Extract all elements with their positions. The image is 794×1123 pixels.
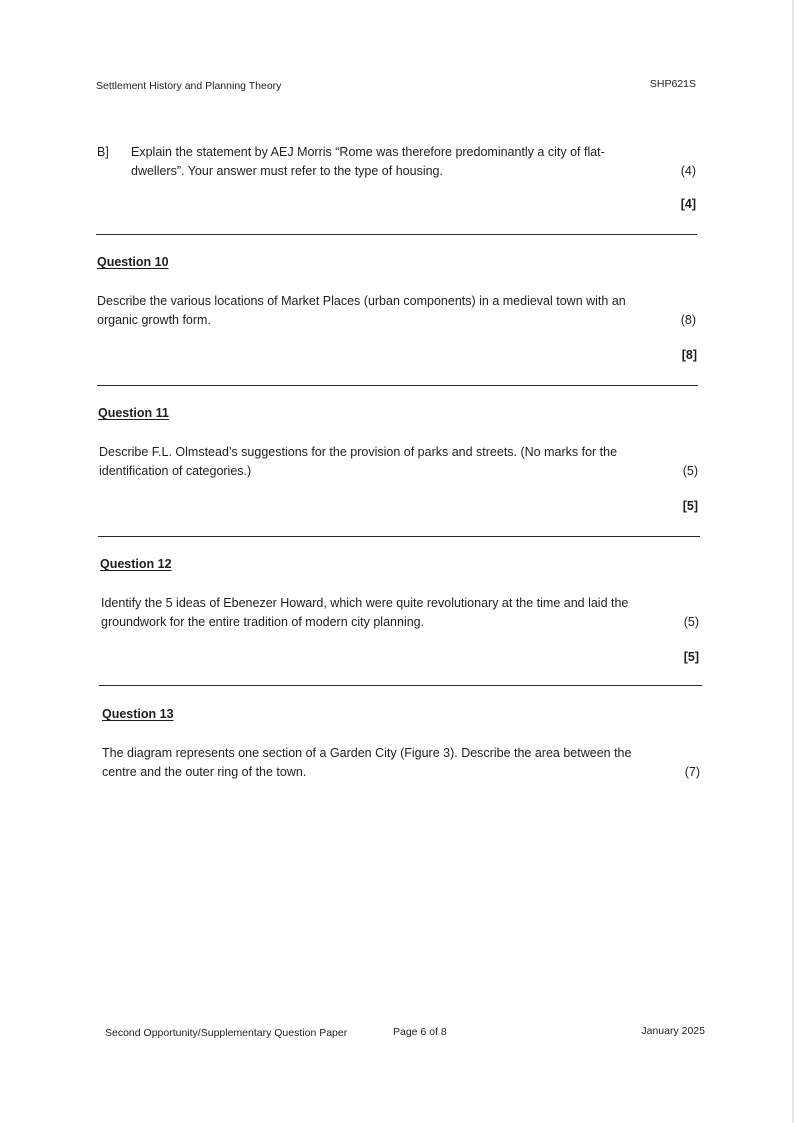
divider-3	[98, 536, 700, 537]
part-b-marks: (4)	[680, 164, 696, 178]
question-10-line-2-row	[97, 311, 696, 330]
question-10-line-1: Describe the various locations of Market Places (urban components) in a medieval town with an	[97, 294, 626, 308]
footer-page-number: Page 6 of 8	[393, 1026, 447, 1038]
question-13-heading: Question 13	[102, 707, 174, 721]
question-13-line-2: centre and the outer ring of the town.	[102, 765, 307, 779]
divider-1	[96, 234, 697, 235]
divider-2	[97, 385, 698, 386]
question-11-line-1: Describe F.L. Olmstead’s suggestions for the provision of parks and streets. (No marks for the	[99, 445, 618, 459]
question-10-marks: (8)	[680, 313, 696, 327]
question-13-text	[102, 744, 700, 782]
footer-paper-type: Second Opportunity/Supplementary Question Paper	[105, 1027, 348, 1039]
question-10-text	[97, 292, 696, 330]
question-12-total: [5]	[683, 650, 699, 664]
question-10-heading: Question 10	[97, 255, 169, 269]
question-10-line-2: organic growth form.	[97, 313, 211, 327]
question-10-total: [8]	[681, 348, 697, 362]
course-title: Settlement History and Planning Theory	[96, 80, 282, 92]
question-12-marks: (5)	[683, 615, 699, 629]
question-11-heading: Question 11	[98, 406, 169, 420]
part-b-line-2-row	[131, 162, 696, 181]
course-code: SHP621S	[649, 78, 696, 90]
question-12-line-2: groundwork for the entire tradition of modern city planning.	[101, 615, 425, 629]
question-13-line-2-row	[102, 763, 700, 782]
question-11-total: [5]	[682, 499, 698, 513]
question-12-text	[101, 594, 699, 632]
question-12-line-1: Identify the 5 ideas of Ebenezer Howard, which were quite revolutionary at the time and laid the	[101, 596, 629, 610]
part-b-line-1: Explain the statement by AEJ Morris “Rome was therefore predominantly a city of flat-	[131, 145, 605, 159]
question-13-line-1: The diagram represents one section of a Garden City (Figure 3). Describe the area between the	[102, 746, 632, 760]
question-11-line-2-row	[99, 462, 698, 481]
footer-date: January 2025	[641, 1025, 705, 1037]
question-12-line-2-row	[101, 613, 699, 632]
question-11-text	[99, 443, 698, 481]
part-b-text	[131, 143, 696, 181]
question-11-line-2: identification of categories.)	[99, 464, 252, 478]
question-11-marks: (5)	[682, 464, 698, 478]
divider-4	[99, 685, 702, 686]
part-b-label: B]	[97, 145, 109, 159]
question-13-marks: (7)	[684, 765, 700, 779]
question-12-heading: Question 12	[100, 557, 172, 571]
part-b-total: [4]	[680, 197, 696, 211]
part-b-line-2: dwellers”. Your answer must refer to the type of housing.	[131, 164, 443, 178]
